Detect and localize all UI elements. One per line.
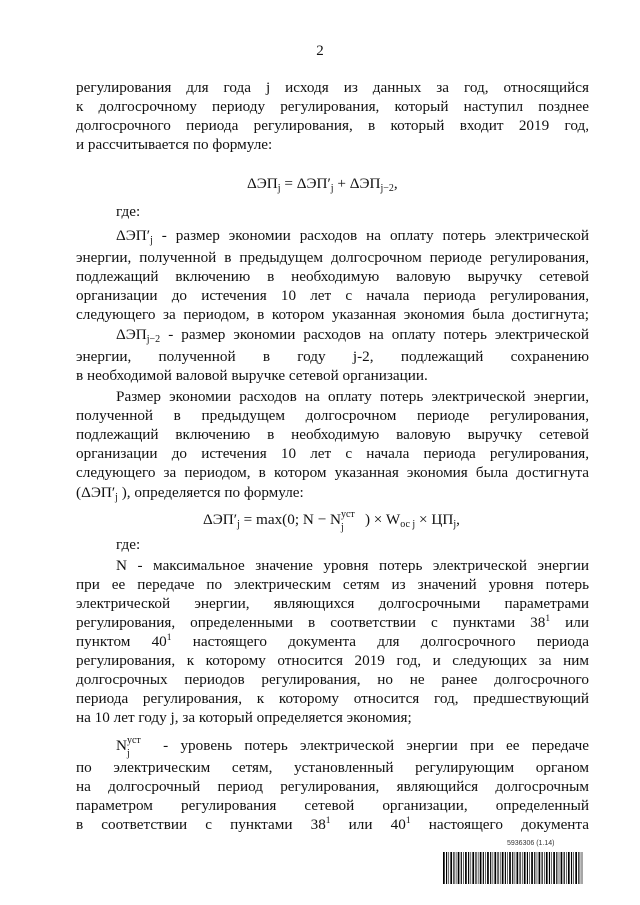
paragraph-line: энергии, полученной в году j-2, подлежащий сохранению [76,348,589,365]
barcode-bar [537,852,538,884]
paragraph-line: в необходимой валовой выручке сетевой организации. [76,367,428,384]
barcode-bar [500,852,501,884]
barcode-bar [509,852,511,884]
where-label: где: [116,203,141,220]
paragraph-line: по электрическим сетям, установленный регулирующим органом [76,759,589,776]
paragraph-line: долгосрочного периода регулирования, в который входит 2019 год, [76,117,589,134]
barcode-bar [461,852,462,884]
paragraph-line: N - максимальное значение уровня потерь электрической энергии [116,557,589,574]
paragraph-line: подлежащий включению в необходимую валовую выручку сетевой [76,426,589,443]
barcode-bar [551,852,552,884]
paragraph-line: при ее передаче по электрическим сетям из значений уровня потерь [76,576,589,593]
paragraph-line: электрической энергии, являющихся долгосрочными параметрами [76,595,589,612]
formula-2: $\Delta ЭП'_j = \max(0$; N − N уст j ) × $W_{ос j} \times ЦП_j$, [203,509,460,533]
symbol-n-ust: N уст j [116,735,141,759]
paragraph-line: к долгосрочному периоду регулирования, который наступил позднее [76,98,589,115]
paragraph-line: на долгосрочный период регулирования, являющийся долгосрочным [76,778,589,795]
barcode-bar [494,852,496,884]
barcode-bar [553,852,555,884]
symbol-delta-ep-prime: $\Delta ЭП'_j$ [116,227,153,246]
barcode-bar [534,852,535,884]
paragraph-line: периода регулирования, к которому относится год, предшествующий [76,690,589,707]
paragraph-line: пунктом 40$^1$ настоящего документа для долгосрочного периода [76,633,589,650]
paragraph-line: параметром регулирования сетевой организации, определенный [76,797,589,814]
paragraph-line: регулирования, определенными в соответствии с пунктами 38$^1$ или [76,614,589,631]
barcode-bar [483,852,484,884]
barcode-label: 5936306 (1.14) [507,840,555,847]
barcode-bar [571,852,572,884]
barcode-bar [531,852,533,884]
where-label: где: [116,536,141,553]
barcode-bar [573,852,574,884]
barcode-bar [480,852,482,884]
barcode-bar [578,852,579,884]
barcode-bar [529,852,530,884]
barcode-bar [475,852,476,884]
barcode-bar [546,852,548,884]
barcode-bar [478,852,479,884]
symbol-delta-ep-prime-inline: $\Delta ЭП'_j$ [81,484,118,503]
paragraph-line: и рассчитывается по формуле: [76,136,273,153]
barcode-bar [458,852,460,884]
barcode-bar [468,852,469,884]
barcode-bar [485,852,486,884]
barcode-bar [472,852,474,884]
barcode-bar [487,852,489,884]
paragraph-line: полученной в предыдущем долгосрочном периоде регулирования, [76,407,589,424]
barcode-bar [566,852,567,884]
barcode-bar [544,852,545,884]
barcode [443,852,583,884]
barcode-bar [512,852,513,884]
paragraph-line: Размер экономии расходов на оплату потерь электрической энергии, [116,388,589,405]
nust-definition-first-line: N уст j - уровень потерь электрической энергии при ее передаче [116,735,589,759]
barcode-bar [456,852,457,884]
paragraph-line: следующего за периодом, в котором указанная экономия была достигнута; [76,306,589,323]
barcode-bar [568,852,570,884]
barcode-bar [448,852,449,884]
paragraph-line: регулирования для года j исходя из данных за год, относящийся [76,79,589,96]
paragraph-line: организации до истечения 10 лет с начала периода регулирования, [76,445,589,462]
paragraph-line: следующего за периодом, в котором указанная экономия была достигнута [76,464,589,481]
barcode-bar [539,852,541,884]
barcode-bar [471,852,472,884]
paragraph-line: организации до истечения 10 лет с начала периода регулирования, [76,287,589,304]
barcode-bar [581,852,582,884]
barcode-bar [443,852,445,884]
page-number: 2 [316,43,324,59]
barcode-bar [575,852,577,884]
barcode-bar [559,852,560,884]
barcode-bar [542,852,543,884]
barcode-bar [490,852,491,884]
barcode-bar [549,852,550,884]
paragraph-line: на 10 лет году j, за который определяется экономия; [76,709,412,726]
paragraph-line: регулирования, к которому относится 2019 год, и следующих за ним [76,652,589,669]
barcode-bar [453,852,454,884]
barcode-bar [556,852,557,884]
paragraph-line: ($\Delta ЭП'_j$ ), определяется по формуле: [76,484,304,503]
barcode-bar [524,852,526,884]
paragraph-line: подлежащий включению в необходимую валовую выручку сетевой [76,268,589,285]
barcode-bar [522,852,523,884]
barcode-bar [465,852,467,884]
barcode-bar [446,852,447,884]
barcode-bar [527,852,528,884]
barcode-bar [564,852,565,884]
definition-1-first-line: $\Delta ЭП'_j$ - размер экономии расходов на оплату потерь электрической [116,227,589,246]
definition-2-first-line: $\Delta ЭП_{j-2}$ - размер экономии расходов на оплату потерь электрической [116,326,589,345]
barcode-bar [463,852,464,884]
paragraph-line: долгосрочных периодов регулирования, но не ранее долгосрочного [76,671,589,688]
formula-1: $\Delta ЭП_j = \Delta ЭП'_j + \Delta ЭП_{j-2}$, [247,175,398,194]
barcode-bar [507,852,508,884]
barcode-bar [561,852,563,884]
barcode-bar [493,852,494,884]
barcode-bar [515,852,516,884]
paragraph-line: в соответствии с пунктами 38$^1$ или 40$^1$ настоящего документа [76,816,590,833]
barcode-bar [517,852,519,884]
barcode-bar [502,852,504,884]
barcode-bar [497,852,498,884]
symbol-delta-ep-j-2: $\Delta ЭП_{j-2}$ [116,326,161,345]
barcode-bar [450,852,452,884]
paragraph-line: энергии, полученной в предыдущем долгосрочном периоде регулирования, [76,249,589,266]
barcode-bar [520,852,521,884]
barcode-bar [505,852,506,884]
